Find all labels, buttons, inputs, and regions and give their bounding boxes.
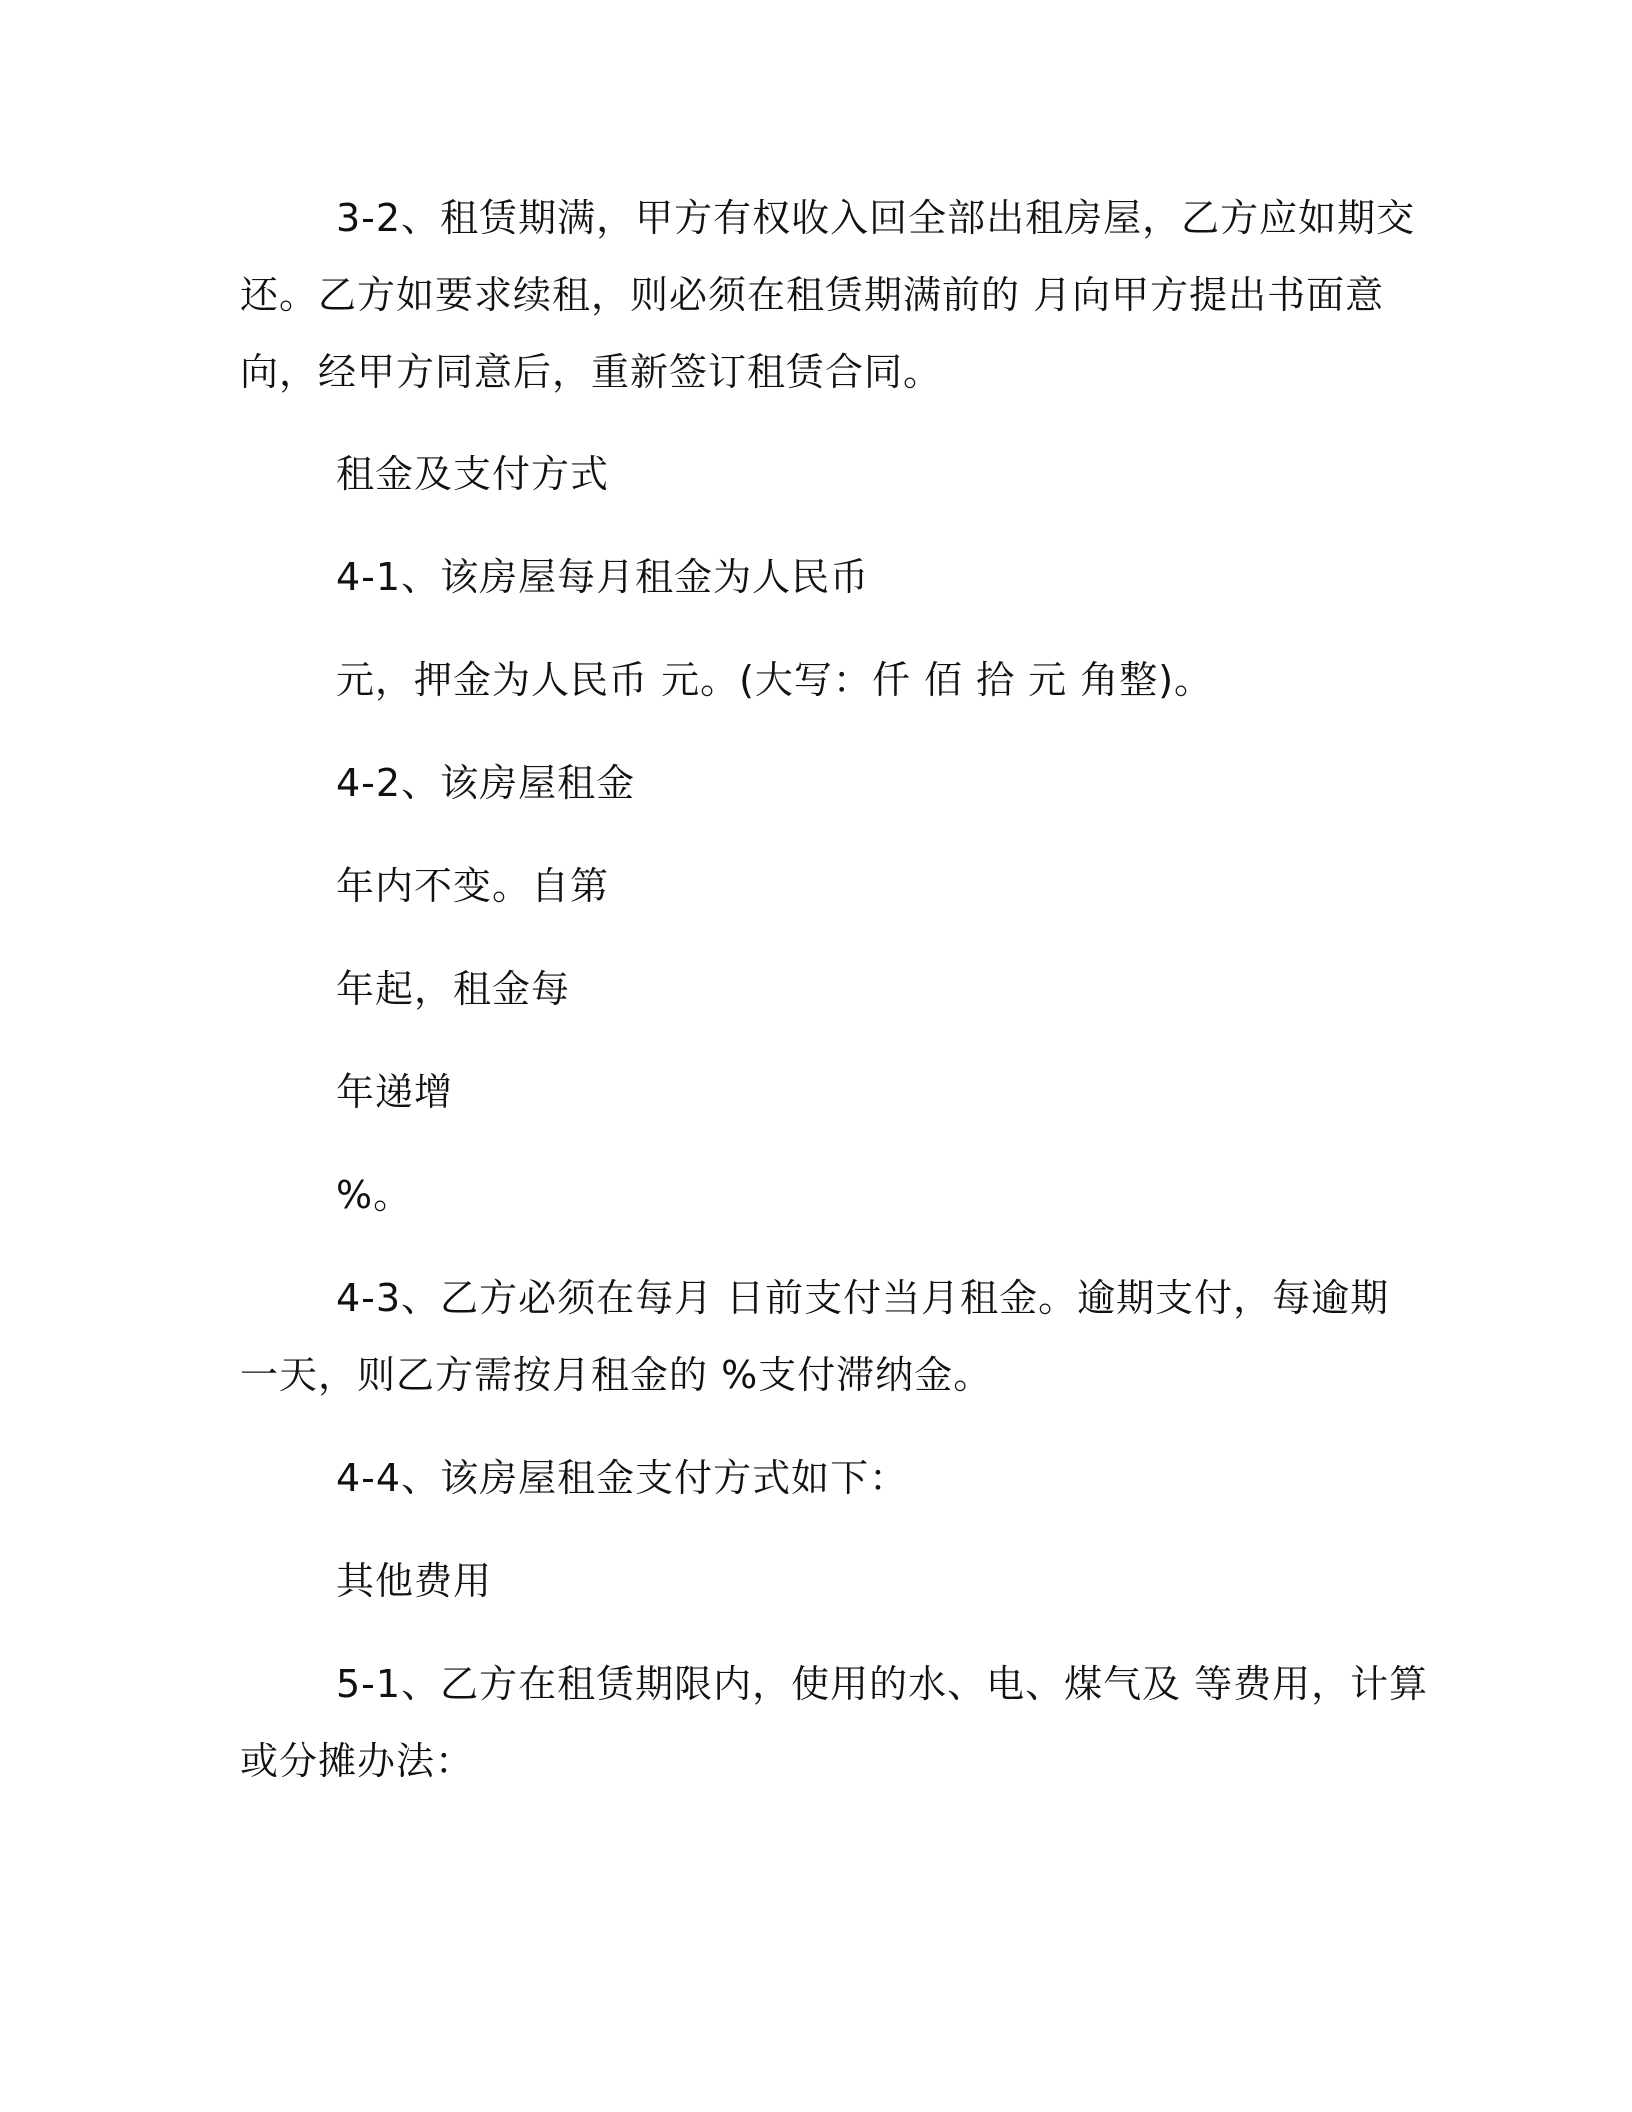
paragraph-3-2 (240, 180, 1416, 411)
paragraph-line: 5-1、乙方在租赁期限内，使用的水、电、煤气及 等费用，计算 (336, 1662, 1429, 1706)
paragraph-4-2-line-5: %。 (336, 1173, 413, 1217)
paragraph-line: 还。乙方如要求续租，则必须在租赁期满前的 月向甲方提出书面意 (240, 273, 1385, 317)
paragraph-4-2-line-2: 年内不变。自第 (336, 864, 610, 908)
section-heading-rent: 租金及支付方式 (336, 452, 610, 496)
paragraph-4-1: 4-1、该房屋每月租金为人民币 (336, 555, 870, 599)
paragraph-line: 一天，则乙方需按月租金的 %支付滞纳金。 (240, 1353, 993, 1397)
paragraph-4-2-line-4: 年递增 (336, 1070, 454, 1114)
paragraph-4-1-deposit: 元，押金为人民币 元。(大写：仟 佰 拾 元 角整)。 (336, 658, 1214, 702)
paragraph-line: 向，经甲方同意后，重新签订租赁合同。 (240, 350, 943, 394)
paragraph-4-2: 4-2、该房屋租金 (336, 761, 636, 805)
section-heading-other-fees: 其他费用 (336, 1559, 493, 1603)
paragraph-4-2-line-3: 年起，租金每 (336, 967, 571, 1011)
paragraph-4-3 (240, 1260, 1390, 1414)
paragraph-line: 或分摊办法： (240, 1739, 475, 1783)
paragraph-line: 4-3、乙方必须在每月 日前支付当月租金。逾期支付，每逾期 (336, 1276, 1390, 1320)
paragraph-line: 3-2、租赁期满，甲方有权收入回全部出租房屋，乙方应如期交 (336, 196, 1416, 240)
paragraph-5-1 (240, 1646, 1429, 1800)
paragraph-4-4: 4-4、该房屋租金支付方式如下： (336, 1456, 909, 1500)
